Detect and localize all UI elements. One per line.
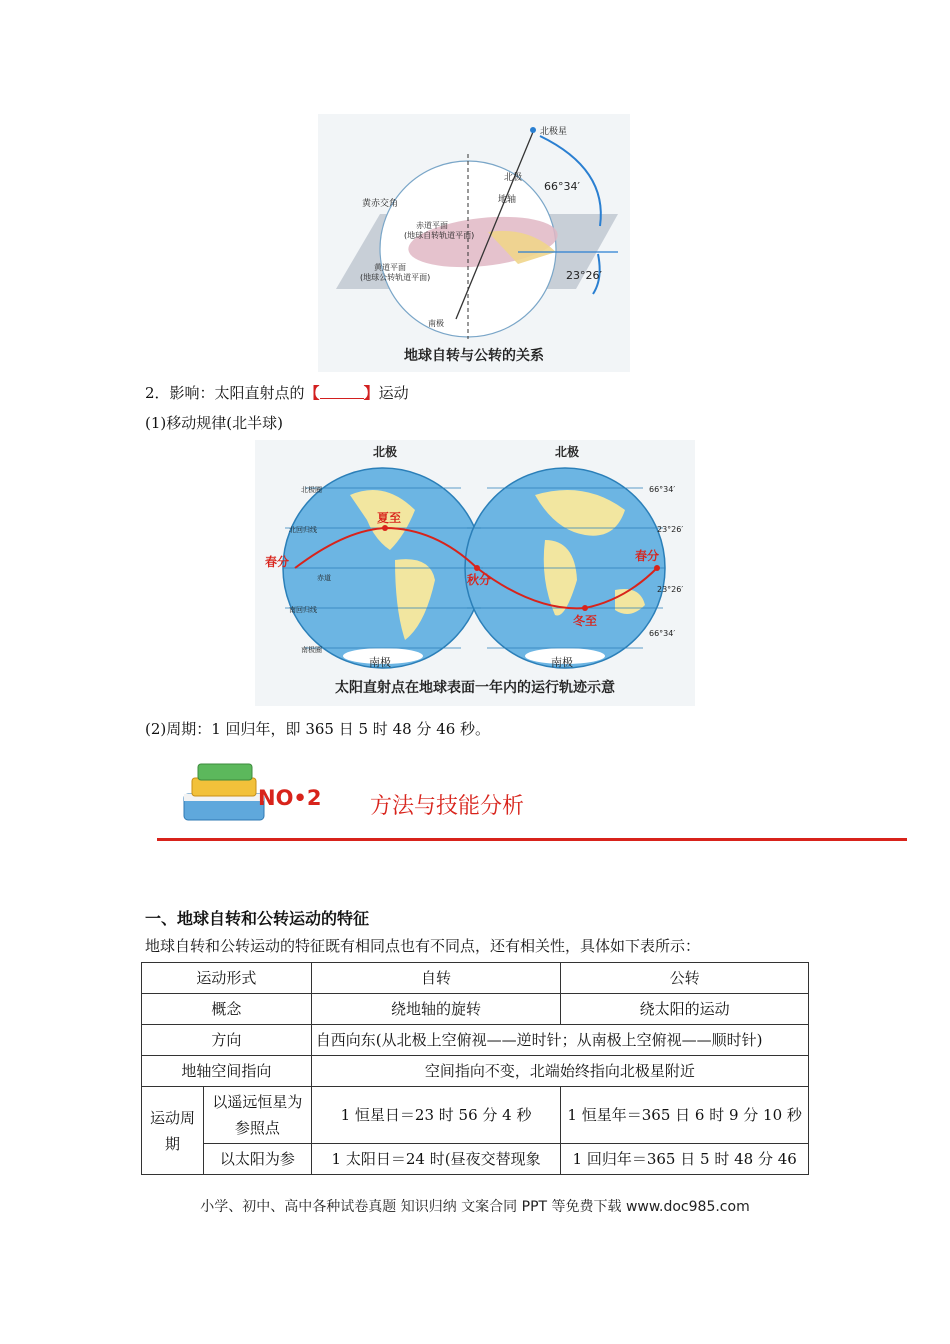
table-cell: 1 恒星日＝23 时 56 分 4 秒 — [311, 1087, 561, 1144]
label-angle-23: 23°26′ — [566, 269, 602, 282]
table-cell: 1 恒星年＝365 日 6 时 9 分 10 秒 — [561, 1087, 809, 1144]
table-row — [142, 1144, 809, 1175]
label-polaris: 北极星 — [540, 127, 568, 137]
label-axis: 地轴 — [498, 195, 517, 205]
table-row — [142, 994, 809, 1025]
header-cell: 公转 — [561, 963, 809, 994]
table-row — [142, 1025, 809, 1056]
label-deg-66n: 66°34′ — [649, 485, 676, 494]
row-label: 概念 — [142, 994, 312, 1025]
table-cell: 绕太阳的运动 — [561, 994, 809, 1025]
influence-suffix: 运动 — [378, 384, 409, 402]
label-autumn: 秋分 — [467, 573, 492, 587]
table-cell: 空间指向不变，北端始终指向北极星附近 — [311, 1056, 808, 1087]
label-north-pole-right: 北极 — [555, 445, 580, 459]
influence-prefix: 2．影响：太阳直射点的 — [145, 384, 305, 402]
figure2-caption: 太阳直射点在地球表面一年内的运行轨迹示意 — [335, 680, 615, 696]
label-obliquity: 黄赤交角 — [362, 199, 399, 209]
label-ecliptic-plane-note: (地球公转轨道平面) — [360, 273, 431, 282]
label-equator-plane: 赤道平面 — [416, 221, 448, 230]
label-tropic-capricorn: 南回归线 — [289, 606, 317, 614]
label-spring-right: 春分 — [635, 549, 660, 563]
movement-rule: (1)移动规律(北半球) — [145, 414, 283, 432]
row-label: 运动周期 — [142, 1087, 204, 1175]
header-cell: 自转 — [311, 963, 561, 994]
table-row — [142, 1056, 809, 1087]
label-north-pole: 北极 — [504, 173, 523, 183]
label-arctic-circle: 北极圈 — [301, 486, 322, 494]
label-equator-plane-note: (地球自转轨道平面) — [404, 231, 475, 240]
label-south-pole: 南极 — [428, 319, 444, 328]
label-spring: 春分 — [265, 555, 290, 569]
footer-note: 小学、初中、高中各种试卷真题 知识归纳 文案合同 PPT 等免费下载 www.doc985.com — [200, 1199, 750, 1215]
table-cell: 自西向东(从北极上空俯视——逆时针；从南极上空俯视——顺时针) — [311, 1025, 808, 1056]
header-cell: 运动形式 — [142, 963, 312, 994]
label-tropic-cancer: 北回归线 — [289, 526, 317, 534]
banner-subtitle: 方法与技能分析 — [370, 794, 525, 819]
table-cell: 1 太阳日＝24 时(昼夜交替现象 — [311, 1144, 561, 1175]
row-label: 方向 — [142, 1025, 312, 1056]
label-antarctic-circle: 南极圈 — [301, 646, 322, 654]
label-angle-66: 66°34′ — [544, 180, 580, 193]
features-table — [141, 962, 809, 1175]
label-deg-23n: 23°26′ — [657, 525, 684, 534]
label-deg-23s: 23°26′ — [657, 585, 684, 594]
label-winter: 冬至 — [573, 614, 598, 628]
label-equator: 赤道 — [317, 574, 331, 582]
label-summer: 夏至 — [377, 511, 402, 525]
label-ecliptic-plane: 黄道平面 — [374, 263, 406, 272]
section-intro: 地球自转和公转运动的特征既有相同点也有不同点，还有相关性，具体如下表所示： — [145, 937, 701, 955]
banner-title: NO•2 — [258, 786, 322, 810]
figure1-caption: 地球自转与公转的关系 — [404, 348, 544, 364]
label-south-pole-left: 南极 — [369, 656, 391, 669]
sub-label: 以遥远恒星为参照点 — [203, 1087, 311, 1144]
table-row — [142, 1087, 809, 1144]
label-north-pole-left: 北极 — [373, 445, 398, 459]
label-south-pole-right: 南极 — [551, 656, 573, 669]
bracket-close: 】 — [363, 384, 379, 402]
table-cell: 1 回归年＝365 日 5 时 48 分 46 — [561, 1144, 809, 1175]
row-label: 地轴空间指向 — [142, 1056, 312, 1087]
period-line: (2)周期：1 回归年，即 365 日 5 时 48 分 46 秒。 — [145, 720, 491, 738]
bracket-open: 【 — [304, 384, 320, 402]
section-title: 一、地球自转和公转运动的特征 — [145, 909, 370, 928]
table-cell: 绕地轴的旋转 — [311, 994, 561, 1025]
sub-label: 以太阳为参 — [203, 1144, 311, 1175]
label-deg-66s: 66°34′ — [649, 629, 676, 638]
table-header-row — [142, 963, 809, 994]
